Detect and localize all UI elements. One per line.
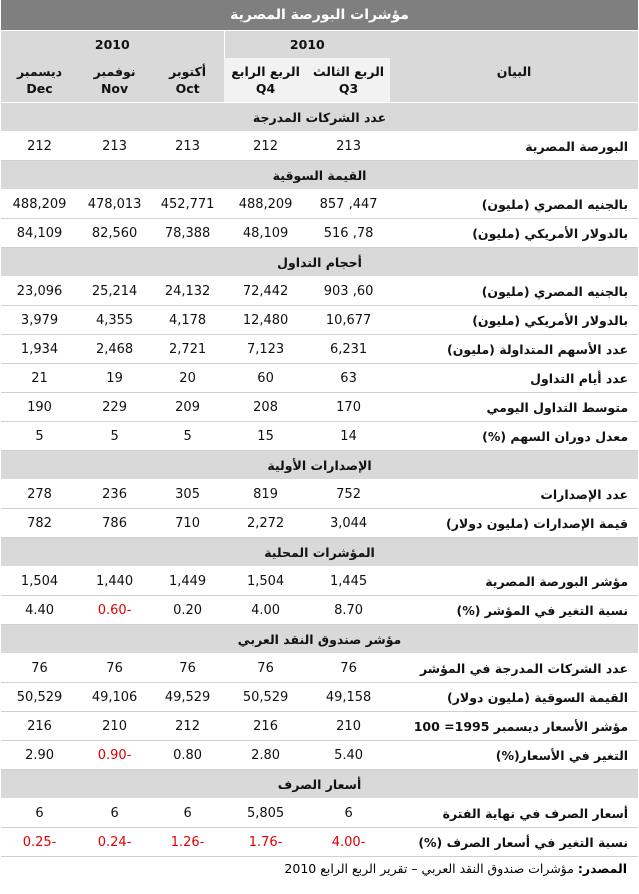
- row-label: أسعار الصرف في نهاية الفترة: [390, 799, 638, 828]
- table-cell: 76: [224, 654, 307, 683]
- column-header-nov: نوفمبر Nov: [78, 58, 151, 103]
- table-cell: 213: [151, 132, 224, 161]
- table-cell: 786: [78, 509, 151, 538]
- row-label: بالدولار الأمريكي (مليون): [390, 219, 638, 248]
- table-cell: 82,560: [78, 219, 151, 248]
- indicators-table: [1, 0, 638, 857]
- table-cell: 229: [78, 393, 151, 422]
- row-label: بالجنيه المصري (مليون): [390, 277, 638, 306]
- row-label: البورصة المصرية: [390, 132, 638, 161]
- table-cell: 2,721: [151, 335, 224, 364]
- section-title: مؤشر صندوق النقد العربي: [1, 625, 638, 654]
- table-row: [1, 480, 638, 509]
- table-cell: -0.90: [78, 741, 151, 770]
- section-header-row: [1, 103, 638, 132]
- row-label: عدد أيام التداول: [390, 364, 638, 393]
- table-cell: 76: [78, 654, 151, 683]
- section-header-row: [1, 248, 638, 277]
- table-cell: 25,214: [78, 277, 151, 306]
- table-cell: 5: [151, 422, 224, 451]
- table-cell: 478,013: [78, 190, 151, 219]
- table-row: [1, 364, 638, 393]
- table-cell: -0.60: [78, 596, 151, 625]
- table-title-row: [1, 0, 638, 31]
- table-cell: -0.25: [1, 828, 78, 857]
- table-cell: 19: [78, 364, 151, 393]
- section-title: القيمة السوقية: [1, 161, 638, 190]
- table-cell: 2,468: [78, 335, 151, 364]
- table-cell: 84,109: [1, 219, 78, 248]
- table-cell: 4,355: [78, 306, 151, 335]
- row-label: التغير في الأسعار(%): [390, 741, 638, 770]
- table-cell: 1,445: [307, 567, 390, 596]
- table-row: [1, 799, 638, 828]
- section-header-row: [1, 770, 638, 799]
- table-cell: -4.00: [307, 828, 390, 857]
- section-header-row: [1, 451, 638, 480]
- table-row: [1, 596, 638, 625]
- table-cell: 1,449: [151, 567, 224, 596]
- table-cell: 782: [1, 509, 78, 538]
- table-row: [1, 422, 638, 451]
- table-cell: 488,209: [1, 190, 78, 219]
- row-label: مؤشر البورصة المصرية: [390, 567, 638, 596]
- row-label: نسبة التغير في المؤشر (%): [390, 596, 638, 625]
- column-header-q4: الربع الرابع Q4: [224, 58, 307, 103]
- table-cell: 1,934: [1, 335, 78, 364]
- table-cell: 49,158: [307, 683, 390, 712]
- table-cell: 60, 903: [307, 277, 390, 306]
- section-header-row: [1, 538, 638, 567]
- year-quarters-header: 2010: [224, 31, 390, 59]
- table-cell: 76: [307, 654, 390, 683]
- column-header-q3: الربع الثالث Q3: [307, 58, 390, 103]
- table-cell: 23,096: [1, 277, 78, 306]
- table-cell: 49,106: [78, 683, 151, 712]
- section-header-row: [1, 161, 638, 190]
- table-cell: 3,979: [1, 306, 78, 335]
- table-cell: -1.26: [151, 828, 224, 857]
- table-cell: 8.70: [307, 596, 390, 625]
- table-cell: 819: [224, 480, 307, 509]
- table-row: [1, 654, 638, 683]
- table-row: [1, 132, 638, 161]
- table-row: [1, 306, 638, 335]
- source-note: [0, 857, 639, 876]
- row-label: متوسط التداول اليومي: [390, 393, 638, 422]
- table-cell: 170: [307, 393, 390, 422]
- source-label: المصدر:: [577, 861, 627, 876]
- table-cell: 488,209: [224, 190, 307, 219]
- table-cell: 710: [151, 509, 224, 538]
- section-title: الإصدارات الأولية: [1, 451, 638, 480]
- table-row: [1, 219, 638, 248]
- table-cell: 4.00: [224, 596, 307, 625]
- table-cell: 216: [224, 712, 307, 741]
- column-header-dec: ديسمبر Dec: [1, 58, 78, 103]
- table-cell: 213: [307, 132, 390, 161]
- row-label: عدد الشركات المدرجة في المؤشر: [390, 654, 638, 683]
- table-cell: 72,442: [224, 277, 307, 306]
- table-cell: 213: [78, 132, 151, 161]
- table-cell: 6: [1, 799, 78, 828]
- table-cell: 60: [224, 364, 307, 393]
- table-row: [1, 277, 638, 306]
- section-title: عدد الشركات المدرجة: [1, 103, 638, 132]
- table-row: [1, 190, 638, 219]
- table-cell: 278: [1, 480, 78, 509]
- table-row: [1, 393, 638, 422]
- section-title: أحجام التداول: [1, 248, 638, 277]
- table-cell: 7,123: [224, 335, 307, 364]
- table-cell: 2.90: [1, 741, 78, 770]
- table-row: [1, 509, 638, 538]
- table-cell: 5: [78, 422, 151, 451]
- table-cell: 212: [151, 712, 224, 741]
- table-cell: 21: [1, 364, 78, 393]
- table-row: [1, 712, 638, 741]
- table-cell: 78, 516: [307, 219, 390, 248]
- table-cell: -1.76: [224, 828, 307, 857]
- table-cell: 4.40: [1, 596, 78, 625]
- table-cell: 76: [151, 654, 224, 683]
- table-cell: 50,529: [1, 683, 78, 712]
- table-cell: 212: [224, 132, 307, 161]
- row-label: عدد الإصدارات: [390, 480, 638, 509]
- table-cell: 1,504: [224, 567, 307, 596]
- table-cell: 2.80: [224, 741, 307, 770]
- table-cell: 6: [151, 799, 224, 828]
- row-label: بالجنيه المصري (مليون): [390, 190, 638, 219]
- table-cell: 4,178: [151, 306, 224, 335]
- table-cell: 752: [307, 480, 390, 509]
- table-cell: 216: [1, 712, 78, 741]
- table-cell: 78,388: [151, 219, 224, 248]
- year-months-header: 2010: [1, 31, 224, 59]
- table-cell: 49,529: [151, 683, 224, 712]
- column-header-oct: أكتوبر Oct: [151, 58, 224, 103]
- row-label: معدل دوران السهم (%): [390, 422, 638, 451]
- table-cell: 24,132: [151, 277, 224, 306]
- table-cell: 12,480: [224, 306, 307, 335]
- table-cell: 236: [78, 480, 151, 509]
- table-cell: 5.40: [307, 741, 390, 770]
- table-cell: 210: [307, 712, 390, 741]
- table-title: مؤشرات البورصة المصرية: [1, 0, 638, 31]
- row-label: مؤشر الأسعار ديسمبر 1995= 100: [390, 712, 638, 741]
- row-label: نسبة التغير في أسعار الصرف (%): [390, 828, 638, 857]
- row-label: بالدولار الأمريكي (مليون): [390, 306, 638, 335]
- table-cell: 14: [307, 422, 390, 451]
- table-cell: 1,504: [1, 567, 78, 596]
- table-cell: 10,677: [307, 306, 390, 335]
- table-cell: 0.80: [151, 741, 224, 770]
- year-header-row: [1, 31, 638, 59]
- row-label: قيمة الإصدارات (مليون دولار): [390, 509, 638, 538]
- table-cell: 305: [151, 480, 224, 509]
- label-column-header: البيان: [390, 31, 638, 103]
- table-row: [1, 567, 638, 596]
- table-row: [1, 683, 638, 712]
- section-title: المؤشرات المحلية: [1, 538, 638, 567]
- section-title: أسعار الصرف: [1, 770, 638, 799]
- table-cell: 0.20: [151, 596, 224, 625]
- table-row: [1, 828, 638, 857]
- source-text: مؤشرات صندوق النقد العربي – تقرير الربع الرابع 2010: [284, 861, 578, 876]
- table-cell: 6: [78, 799, 151, 828]
- table-cell: 6,231: [307, 335, 390, 364]
- table-cell: 210: [78, 712, 151, 741]
- table-cell: 2,272: [224, 509, 307, 538]
- table-row: [1, 741, 638, 770]
- table-cell: 5,805: [224, 799, 307, 828]
- table-cell: 48,109: [224, 219, 307, 248]
- table-cell: 3,044: [307, 509, 390, 538]
- row-label: عدد الأسهم المتداولة (مليون): [390, 335, 638, 364]
- table-cell: 447, 857: [307, 190, 390, 219]
- table-cell: 190: [1, 393, 78, 422]
- table-cell: 209: [151, 393, 224, 422]
- table-cell: 76: [1, 654, 78, 683]
- table-cell: 6: [307, 799, 390, 828]
- table-cell: 208: [224, 393, 307, 422]
- table-cell: 15: [224, 422, 307, 451]
- table-cell: 50,529: [224, 683, 307, 712]
- table-cell: 452,771: [151, 190, 224, 219]
- table-row: [1, 335, 638, 364]
- table-cell: 63: [307, 364, 390, 393]
- table-cell: -0.24: [78, 828, 151, 857]
- section-header-row: [1, 625, 638, 654]
- table-cell: 5: [1, 422, 78, 451]
- table-cell: 212: [1, 132, 78, 161]
- row-label: القيمة السوقية (مليون دولار): [390, 683, 638, 712]
- table-cell: 1,440: [78, 567, 151, 596]
- table-cell: 20: [151, 364, 224, 393]
